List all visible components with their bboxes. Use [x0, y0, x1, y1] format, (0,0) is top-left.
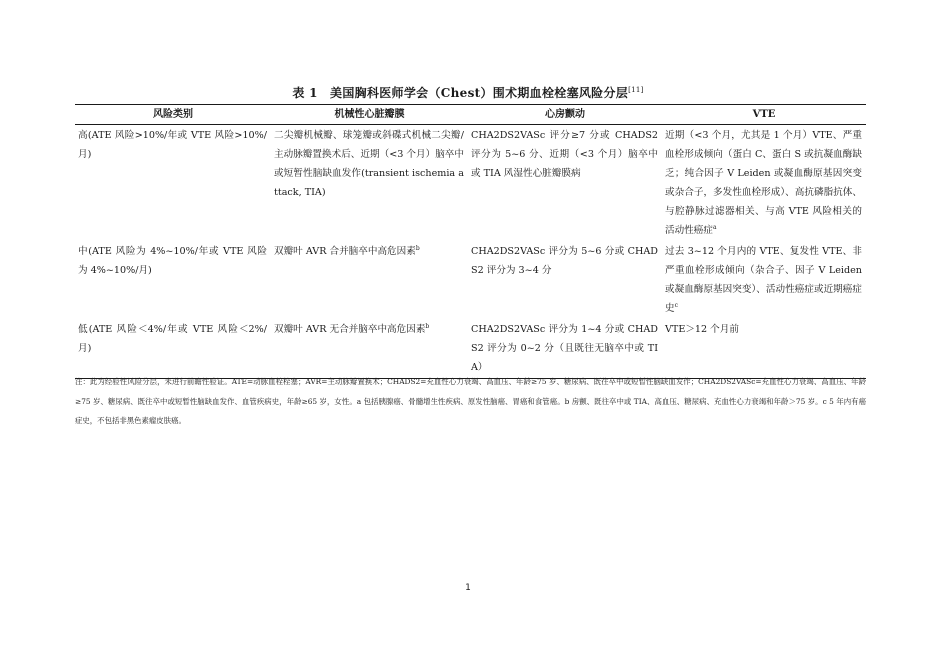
cell-af-text: CHA2DS2VASc 评分为 5~6 分或 CHADS2 评分为 3~4 分: [471, 246, 658, 276]
cell-category-text: 低(ATE 风险＜4%/年或 VTE 风险＜2%/月): [78, 324, 267, 354]
cell-valve-text: 双瓣叶 AVR 合并脑卒中高危因素: [274, 246, 416, 257]
header-vte: VTE: [662, 105, 866, 125]
caption-reference: [11]: [628, 86, 644, 94]
cell-category-text: 高(ATE 风险>10%/年或 VTE 风险>10%/月): [78, 130, 267, 160]
table-row-high: [75, 125, 866, 242]
cell-af-text: CHA2DS2VASc 评分为 1~4 分或 CHADS2 评分为 0~2 分（且既往无脑卒中或 TIA）: [471, 324, 658, 373]
cell-valve-text: 双瓣叶 AVR 无合并脑卒中高危因素: [274, 324, 426, 335]
footnote-mark: a: [712, 223, 717, 231]
cell-af-text: CHA2DS2VASc 评分≥7 分或 CHADS2 评分为 5~6 分、近期（<3 个月）脑卒中或 TIA 风湿性心脏瓣膜病: [471, 130, 658, 179]
cell-valve: [271, 319, 468, 379]
cell-category: [75, 125, 271, 242]
caption-label: 表 1 美国胸科医师学会（Chest）围术期血栓栓塞风险分层: [292, 86, 629, 100]
cell-category-text: 中(ATE 风险为 4%~10%/年或 VTE 风险为 4%~10%/月): [78, 246, 267, 276]
cell-valve-text: 二尖瓣机械瓣、球笼瓣或斜碟式机械二尖瓣/主动脉瓣置换术后、近期（<3 个月）脑卒中或短暂性脑缺血发作(transient ischemia attack, TIA): [274, 130, 464, 198]
cell-vte: [662, 241, 866, 319]
page-number: 1: [465, 583, 471, 593]
cell-valve: [271, 125, 468, 242]
cell-af: [468, 241, 662, 319]
table-footnote: 注：此为经验性风险分层，未进行前瞻性验证。ATE=动脉血栓栓塞；AVR=主动脉瓣置换术；CHADS2=充血性心力衰竭、高血压、年龄≥75 岁、糖尿病、既往卒中或短暂性脑缺血发作；CHA2DS2VASc=充血性心力衰竭、高血压、年龄≥75 岁、糖尿病、既往卒中或短暂性脑缺血发作、血管疾病史，年龄≥65 岁，女性。a 包括胰腺癌、骨髓增生性疾病、原发性脑癌、胃癌和食管癌。b 房颤、既往卒中或 TIA、高血压、糖尿病、充血性心力衰竭和年龄＞75 岁。c 5 年内有癌症史，不包括非黑色素瘤皮肤癌。: [75, 377, 866, 425]
table-row-medium: [75, 241, 866, 319]
cell-vte-text: VTE＞12 个月前: [665, 324, 739, 335]
risk-stratification-table: [75, 104, 866, 379]
footnote-mark: b: [415, 244, 420, 252]
header-risk-category: 风险类别: [75, 105, 271, 125]
footnote-mark: b: [425, 322, 430, 330]
cell-vte-text: 近期（<3 个月，尤其是 1 个月）VTE、严重血栓形成倾向（蛋白 C、蛋白 S 或抗凝血酶缺乏；纯合因子 V Leiden 或凝血酶原基因突变或杂合子，多发性血栓形成）、高抗磷脂抗体、与腔静脉过滤器相关、与高 VTE 风险相关的活动性癌症: [665, 130, 862, 236]
header-atrial-fibrillation: 心房颤动: [468, 105, 662, 125]
header-mechanical-valve: 机械性心脏瓣膜: [271, 105, 468, 125]
cell-af: [468, 125, 662, 242]
cell-category: [75, 319, 271, 379]
cell-valve: [271, 241, 468, 319]
cell-vte: [662, 125, 866, 242]
table-header-row: [75, 105, 866, 125]
table-caption: [0, 84, 936, 101]
footnote-mark: c: [674, 301, 678, 309]
table-row-low: [75, 319, 866, 379]
cell-af: [468, 319, 662, 379]
cell-vte-text: 过去 3~12 个月内的 VTE、复发性 VTE、非严重血栓形成倾向（杂合子、因子 V Leiden 或凝血酶原基因突变）、活动性癌症或近期癌症史: [665, 246, 862, 314]
cell-category: [75, 241, 271, 319]
cell-vte: [662, 319, 866, 379]
